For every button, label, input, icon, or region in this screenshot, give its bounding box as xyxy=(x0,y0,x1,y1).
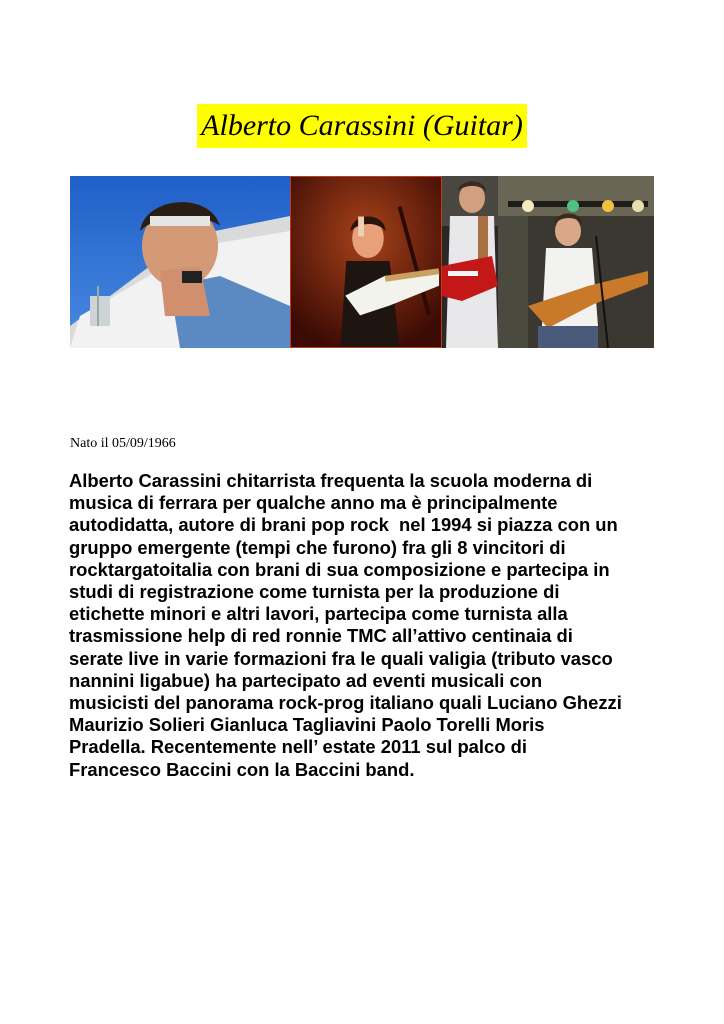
biography-line: studi di registrazione come turnista per la produzione di xyxy=(69,581,560,603)
biography-line: Maurizio Solieri Gianluca Tagliavini Paolo Torelli Moris xyxy=(69,714,545,736)
biography-line: trasmissione help di red ronnie TMC all’attivo centinaia di xyxy=(69,625,573,647)
biography-line: musica di ferrara per qualche anno ma è principalmente xyxy=(69,492,558,514)
biography-line: etichette minori e altri lavori, partecipa come turnista alla xyxy=(69,603,568,625)
biography-line: musicisti del panorama rock-prog italiano quali Luciano Ghezzi xyxy=(69,692,622,714)
biography-line: autodidatta, autore di brani pop rock nel 1994 si piazza con un xyxy=(69,514,618,536)
photo-guitarist-portrait xyxy=(70,176,290,348)
photo-strip xyxy=(70,176,654,348)
biography-line: gruppo emergente (tempi che furono) fra gli 8 vincitori di xyxy=(69,536,566,558)
biography-line: Pradella. Recentemente nell’ estate 2011 sul palco di xyxy=(69,736,527,758)
photo-guitarist-stage-red xyxy=(290,176,442,348)
biography-line: nannini ligabue) ha partecipato ad eventi musicali con xyxy=(69,669,543,691)
biography-text xyxy=(69,470,669,781)
photo-guitarist-red-guitar xyxy=(442,176,498,348)
photo-guitarist-live-stage xyxy=(498,176,654,348)
title-container xyxy=(0,104,724,148)
biography-line: serate live in varie formazioni fra le quali valigia (tributo vasco xyxy=(69,647,613,669)
biography-line: Francesco Baccini con la Baccini band. xyxy=(69,758,415,780)
biography-line: rocktargatoitalia con brani di sua composizione e partecipa in xyxy=(69,558,610,580)
page-title: Alberto Carassini (Guitar) xyxy=(197,104,527,148)
biography-line: Alberto Carassini chitarrista frequenta la scuola moderna di xyxy=(69,470,593,491)
birth-date: Nato il 05/09/1966 xyxy=(70,436,176,451)
